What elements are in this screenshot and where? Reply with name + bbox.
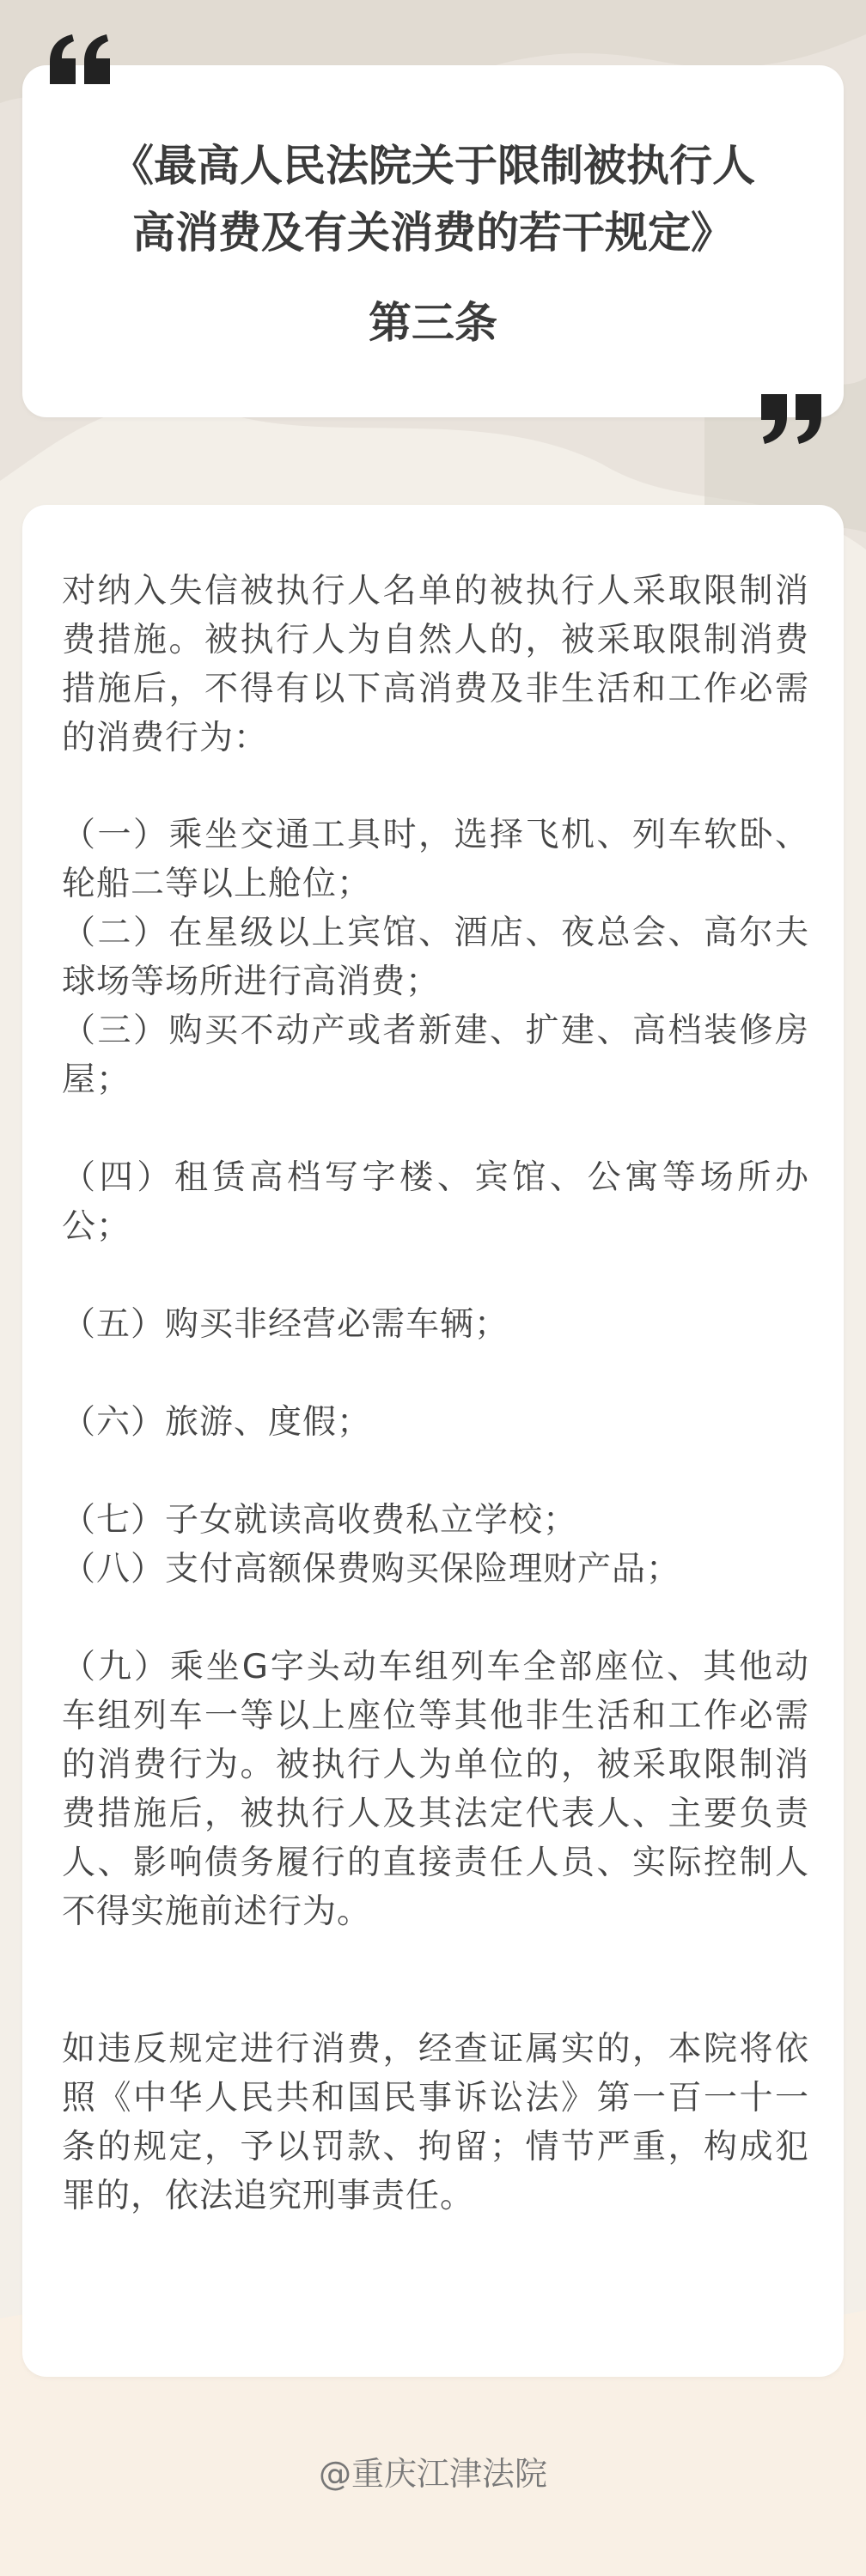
list-item-8: （八）支付高额保费购买保险理财产品；	[62, 1550, 681, 1589]
title-card	[22, 65, 844, 417]
article-number: 第三条	[369, 298, 497, 348]
close-quote-icon	[756, 391, 825, 446]
open-quote-icon	[46, 33, 115, 88]
list-item-5: （五）购买非经营必需车辆；	[62, 1305, 509, 1344]
intro-paragraph: 对纳入失信被执行人名单的被执行人采取限制消费措施。被执行人为自然人的，被采取限制消费措施后，不得有以下高消费及非生活和工作必需的消费行为：	[62, 572, 809, 757]
list-item-4: （四）租赁高档写字楼、宾馆、公寓等场所办公；	[62, 1158, 809, 1246]
list-item-1: （一）乘坐交通工具时，选择飞机、列车软卧、轮船二等以上舱位；	[62, 816, 809, 903]
list-item-6: （六）旅游、度假；	[62, 1403, 372, 1442]
list-item-3: （三）购买不动产或者新建、扩建、高档装修房屋；	[62, 1012, 809, 1099]
list-item-7: （七）子女就读高收费私立学校；	[62, 1501, 578, 1540]
content-card	[22, 505, 844, 2377]
list-item-9: （九）乘坐G字头动车组列车全部座位、其他动车组列车一等以上座位等其他非生活和工作必需的消费行为。被执行人为单位的，被采取限制消费措施后，被执行人及其法定代表人、主要负责人、影响债务履行的直接责任人员、实际控制人不得实施前述行为。	[62, 1648, 809, 1931]
title-line-2: 高消费及有关消费的若干规定》	[132, 208, 734, 258]
list-item-2: （二）在星级以上宾馆、酒店、夜总会、高尔夫球场等场所进行高消费；	[62, 914, 809, 1001]
title-line-1: 《最高人民法院关于限制被执行人	[111, 141, 755, 191]
closing-paragraph: 如违反规定进行消费，经查证属实的，本院将依照《中华人民共和国民事诉讼法》第一百一十一条的规定，予以罚款、拘留；情节严重，构成犯罪的，依法追究刑事责任。	[62, 2030, 809, 2215]
footer-credit: @重庆江津法院	[318, 2455, 547, 2493]
